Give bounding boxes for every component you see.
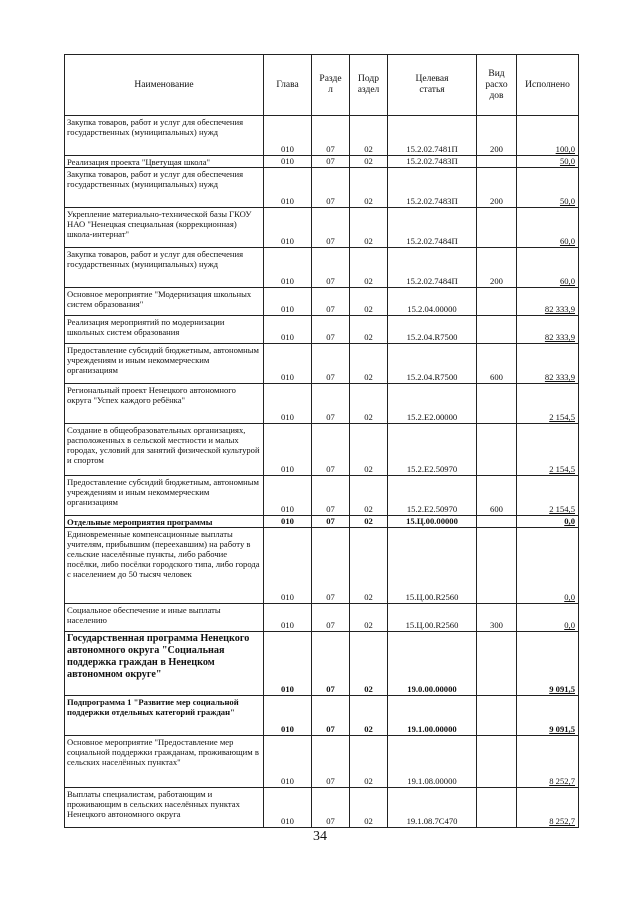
row-executed: 0,0: [517, 604, 579, 632]
row-executed: 50,0: [517, 156, 579, 168]
row-expense-type: [477, 736, 517, 788]
row-target: 15.2.02.7484П: [388, 208, 477, 248]
row-executed: 0,0: [517, 528, 579, 604]
row-target: 15.2.04.R7500: [388, 316, 477, 344]
row-expense-type: 200: [477, 248, 517, 288]
row-subsection: 02: [350, 248, 388, 288]
row-chapter: 010: [264, 116, 312, 156]
row-chapter: 010: [264, 736, 312, 788]
row-target: 15.2.04.R7500: [388, 344, 477, 384]
row-subsection: 02: [350, 424, 388, 476]
row-expense-type: [477, 528, 517, 604]
row-chapter: 010: [264, 156, 312, 168]
row-name: Укрепление материально-технической базы ГКОУ НАО "Ненецкая специальная (коррекционная) школа-интернат": [65, 208, 264, 248]
row-section: 07: [312, 316, 350, 344]
row-executed: 9 091,5: [517, 696, 579, 736]
row-name: Реализация мероприятий по модернизации школьных систем образования: [65, 316, 264, 344]
header-expense-type: Вид расхо дов: [477, 55, 517, 116]
row-executed: 8 252,7: [517, 788, 579, 828]
table-row: [65, 788, 579, 828]
row-name: Государственная программа Ненецкого автономного округа "Социальная поддержка граждан в Ненецком автономном округе": [65, 632, 264, 696]
row-expense-type: [477, 516, 517, 528]
row-expense-type: 600: [477, 476, 517, 516]
row-name: Отдельные мероприятия программы: [65, 516, 264, 528]
table-row: [65, 116, 579, 156]
row-chapter: 010: [264, 516, 312, 528]
table-row: [65, 632, 579, 696]
row-target: 15.Ц.00.R2560: [388, 528, 477, 604]
header-subsection: Подр аздел: [350, 55, 388, 116]
row-expense-type: [477, 288, 517, 316]
row-section: 07: [312, 288, 350, 316]
row-section: 07: [312, 156, 350, 168]
row-chapter: 010: [264, 528, 312, 604]
row-expense-type: 600: [477, 344, 517, 384]
row-section: 07: [312, 736, 350, 788]
row-name: Закупка товаров, работ и услуг для обеспечения государственных (муниципальных) нужд: [65, 248, 264, 288]
row-expense-type: 200: [477, 116, 517, 156]
row-target: 15.Ц.00.00000: [388, 516, 477, 528]
row-executed: 82 333,9: [517, 316, 579, 344]
row-subsection: 02: [350, 604, 388, 632]
row-section: 07: [312, 116, 350, 156]
row-target: 15.2.02.7484П: [388, 248, 477, 288]
row-chapter: 010: [264, 696, 312, 736]
row-executed: 2 154,5: [517, 384, 579, 424]
row-section: 07: [312, 384, 350, 424]
row-name: Основное мероприятие "Модернизация школьных систем образования": [65, 288, 264, 316]
row-target: 15.2.E2.00000: [388, 384, 477, 424]
row-subsection: 02: [350, 736, 388, 788]
table-body: [65, 116, 579, 828]
table-row: [65, 516, 579, 528]
row-subsection: 02: [350, 316, 388, 344]
table-row: [65, 424, 579, 476]
row-expense-type: 200: [477, 168, 517, 208]
table-header-row: [65, 55, 579, 116]
row-name: Основное мероприятие "Предоставление мер социальной поддержки гражданам, проживающим в сельских населённых пунктах": [65, 736, 264, 788]
row-expense-type: 300: [477, 604, 517, 632]
row-expense-type: [477, 632, 517, 696]
row-chapter: 010: [264, 632, 312, 696]
row-name: Закупка товаров, работ и услуг для обеспечения государственных (муниципальных) нужд: [65, 116, 264, 156]
row-subsection: 02: [350, 344, 388, 384]
row-expense-type: [477, 316, 517, 344]
row-executed: 60,0: [517, 248, 579, 288]
row-section: 07: [312, 604, 350, 632]
row-subsection: 02: [350, 788, 388, 828]
row-subsection: 02: [350, 288, 388, 316]
row-name: Региональный проект Ненецкого автономного округа "Успех каждого ребёнка": [65, 384, 264, 424]
row-subsection: 02: [350, 516, 388, 528]
row-name: Создание в общеобразовательных организациях, расположенных в сельской местности и малых городах, условий для занятий физической культурой и спортом: [65, 424, 264, 476]
table-row: [65, 604, 579, 632]
row-section: 07: [312, 248, 350, 288]
table-row: [65, 384, 579, 424]
row-name: Реализация проекта "Цветущая школа": [65, 156, 264, 168]
row-executed: 82 333,9: [517, 344, 579, 384]
row-target: 19.0.00.00000: [388, 632, 477, 696]
header-executed: Исполнено: [517, 55, 579, 116]
table-row: [65, 168, 579, 208]
row-subsection: 02: [350, 208, 388, 248]
table-row: [65, 696, 579, 736]
row-name: Социальное обеспечение и иные выплаты населению: [65, 604, 264, 632]
row-executed: 2 154,5: [517, 424, 579, 476]
row-chapter: 010: [264, 788, 312, 828]
row-chapter: 010: [264, 604, 312, 632]
row-executed: 100,0: [517, 116, 579, 156]
row-executed: 0,0: [517, 516, 579, 528]
budget-table: [64, 54, 579, 828]
table-row: [65, 156, 579, 168]
row-target: 19.1.08.7С470: [388, 788, 477, 828]
row-subsection: 02: [350, 632, 388, 696]
row-chapter: 010: [264, 248, 312, 288]
row-section: 07: [312, 208, 350, 248]
row-name: Подпрограмма 1 "Развитие мер социальной поддержки отдельных категорий граждан": [65, 696, 264, 736]
row-expense-type: [477, 424, 517, 476]
row-chapter: 010: [264, 424, 312, 476]
table-row: [65, 288, 579, 316]
row-executed: 8 252,7: [517, 736, 579, 788]
row-expense-type: [477, 384, 517, 424]
row-executed: 2 154,5: [517, 476, 579, 516]
row-section: 07: [312, 476, 350, 516]
row-subsection: 02: [350, 476, 388, 516]
row-chapter: 010: [264, 288, 312, 316]
table-row: [65, 736, 579, 788]
row-target: 15.2.02.7483П: [388, 156, 477, 168]
row-executed: 60,0: [517, 208, 579, 248]
row-section: 07: [312, 424, 350, 476]
row-expense-type: [477, 156, 517, 168]
row-subsection: 02: [350, 116, 388, 156]
row-target: 15.Ц.00.R2560: [388, 604, 477, 632]
row-section: 07: [312, 788, 350, 828]
header-target: Целевая статья: [388, 55, 477, 116]
row-subsection: 02: [350, 168, 388, 208]
header-name: Наименование: [65, 55, 264, 116]
row-name: Закупка товаров, работ и услуг для обеспечения государственных (муниципальных) нужд: [65, 168, 264, 208]
row-subsection: 02: [350, 156, 388, 168]
row-target: 15.2.02.7483П: [388, 168, 477, 208]
row-executed: 50,0: [517, 168, 579, 208]
row-chapter: 010: [264, 344, 312, 384]
table-row: [65, 528, 579, 604]
row-subsection: 02: [350, 384, 388, 424]
row-chapter: 010: [264, 476, 312, 516]
table-row: [65, 248, 579, 288]
row-name: Предоставление субсидий бюджетным, автономным учреждениям и иным некоммерческим организациям: [65, 476, 264, 516]
row-name: Единовременные компенсационные выплаты учителям, прибывшим (переехавшим) на работу в сельские населённые пункты, либо рабочие посёлки, либо посёлки городского типа, либо города с населением до 50 тысяч человек: [65, 528, 264, 604]
table-row: [65, 344, 579, 384]
row-subsection: 02: [350, 696, 388, 736]
row-section: 07: [312, 344, 350, 384]
page-number: 34: [313, 829, 327, 844]
table-row: [65, 476, 579, 516]
row-chapter: 010: [264, 316, 312, 344]
row-section: 07: [312, 696, 350, 736]
header-section: Разде л: [312, 55, 350, 116]
row-section: 07: [312, 168, 350, 208]
row-target: 19.1.08.00000: [388, 736, 477, 788]
row-name: Выплаты специалистам, работающим и проживающим в сельских населённых пунктах Ненецкого автономного округа: [65, 788, 264, 828]
row-executed: 82 333,9: [517, 288, 579, 316]
row-name: Предоставление субсидий бюджетным, автономным учреждениям и иным некоммерческим организациям: [65, 344, 264, 384]
row-section: 07: [312, 632, 350, 696]
row-target: 15.2.E2.50970: [388, 476, 477, 516]
row-expense-type: [477, 696, 517, 736]
row-expense-type: [477, 208, 517, 248]
header-chapter: Глава: [264, 55, 312, 116]
row-target: 15.2.02.7481П: [388, 116, 477, 156]
row-expense-type: [477, 788, 517, 828]
row-executed: 9 091,5: [517, 632, 579, 696]
row-chapter: 010: [264, 168, 312, 208]
row-target: 15.2.E2.50970: [388, 424, 477, 476]
row-target: 19.1.00.00000: [388, 696, 477, 736]
row-subsection: 02: [350, 528, 388, 604]
row-target: 15.2.04.00000: [388, 288, 477, 316]
table-row: [65, 316, 579, 344]
row-section: 07: [312, 528, 350, 604]
row-chapter: 010: [264, 384, 312, 424]
row-chapter: 010: [264, 208, 312, 248]
row-section: 07: [312, 516, 350, 528]
table-row: [65, 208, 579, 248]
